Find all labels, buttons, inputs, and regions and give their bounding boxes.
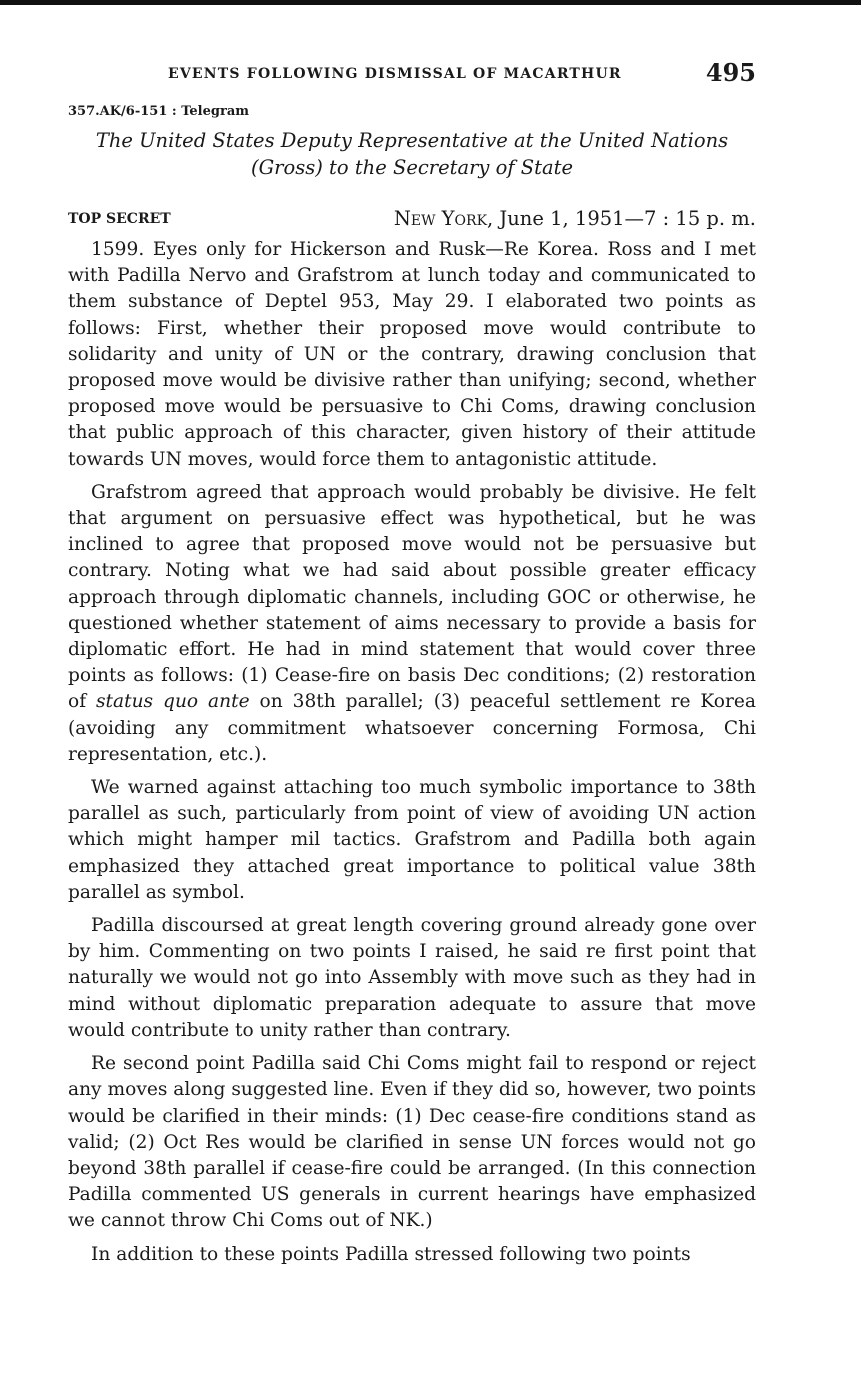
paragraph-2-part-a: Grafstrom agreed that approach would probably be divisive. He felt that argument on persuasive effect was hypothetical, but he was inclined to agree that proposed move would not be persuasive but contrary. Noting what we had said about possible greater efficacy approach through diplomatic channels, including GOC or otherwise, he questioned whether statement of aims necessary to provide a basis for diplomatic effort. He had in mind statement that would cover three points as follows: (1) Cease-fire on basis Dec conditions; (2) restoration of — [68, 481, 756, 713]
document-id: 357.AK/6-151 : Telegram — [68, 104, 250, 119]
paragraph-2-italic: status quo ante — [96, 691, 250, 713]
page-top-rule — [0, 0, 861, 5]
page-number: 495 — [705, 58, 756, 87]
title-line-1: The United States Deputy Representative at the United Nations — [95, 129, 729, 152]
paragraph-4: Padilla discoursed at great length covering ground already gone over by him. Commenting on two points I raised, he said re first point that naturally we would not go into Assembly with move such as they had in mind without diplomatic preparation adequate to assure that move would contribute to unity rather than contrary. — [68, 915, 756, 1041]
place: New York, — [393, 207, 494, 230]
paragraph-6: In addition to these points Padilla stressed following two points — [91, 1243, 691, 1265]
title-line-2: (Gross) to the Secretary of State — [250, 156, 573, 179]
dateline — [68, 207, 756, 237]
date: June 1, 1951—7 : 15 p. m. — [493, 207, 756, 230]
paragraph-2 — [68, 480, 756, 768]
document-page — [68, 58, 756, 1268]
running-title: EVENTS FOLLOWING DISMISSAL OF MACARTHUR — [168, 66, 622, 82]
paragraph-3: We warned against attaching too much symbolic importance to 38th parallel as such, particularly from point of view of avoiding UN action which might hamper mil tactics. Grafstrom and Padilla both again emphasized they attached great importance to political value 38th parallel as symbol. — [68, 777, 756, 903]
date-place — [394, 207, 756, 230]
classification-label: TOP SECRET — [68, 211, 171, 227]
paragraph-5: Re second point Padilla said Chi Coms might fail to respond or reject any moves along suggested line. Even if they did so, however, two points would be clarified in their minds: (1) Dec cease-fire conditions stand as valid; (2) Oct Res would be clarified in sense UN forces would not go beyond 38th parallel if cease-fire could be arranged. (In this connection Padilla commented US generals in current hearings have emphasized we cannot throw Chi Coms out of NK.) — [68, 1053, 756, 1232]
page-header — [68, 58, 756, 94]
paragraph-1: 1599. Eyes only for Hickerson and Rusk—Re Korea. Ross and I met with Padilla Nervo and Grafstrom at lunch today and communicated to them substance of Deptel 953, May 29. I elaborated two points as follows: First, whether their proposed move would contribute to solidarity and unity of UN or the contrary, drawing conclusion that proposed move would be divisive rather than unifying; second, whether proposed move would be persuasive to Chi Coms, drawing conclusion that public approach of this character, given history of their attitude towards UN moves, would force them to antagonistic attitude. — [68, 239, 756, 470]
document-title — [68, 127, 756, 181]
paragraph-2-part-b: on 38th parallel; (3) peaceful settlement re Korea (avoiding any commitment whatsoever concerning Formosa, Chi representation, etc.). — [68, 691, 756, 765]
telegram-body — [68, 237, 756, 1268]
